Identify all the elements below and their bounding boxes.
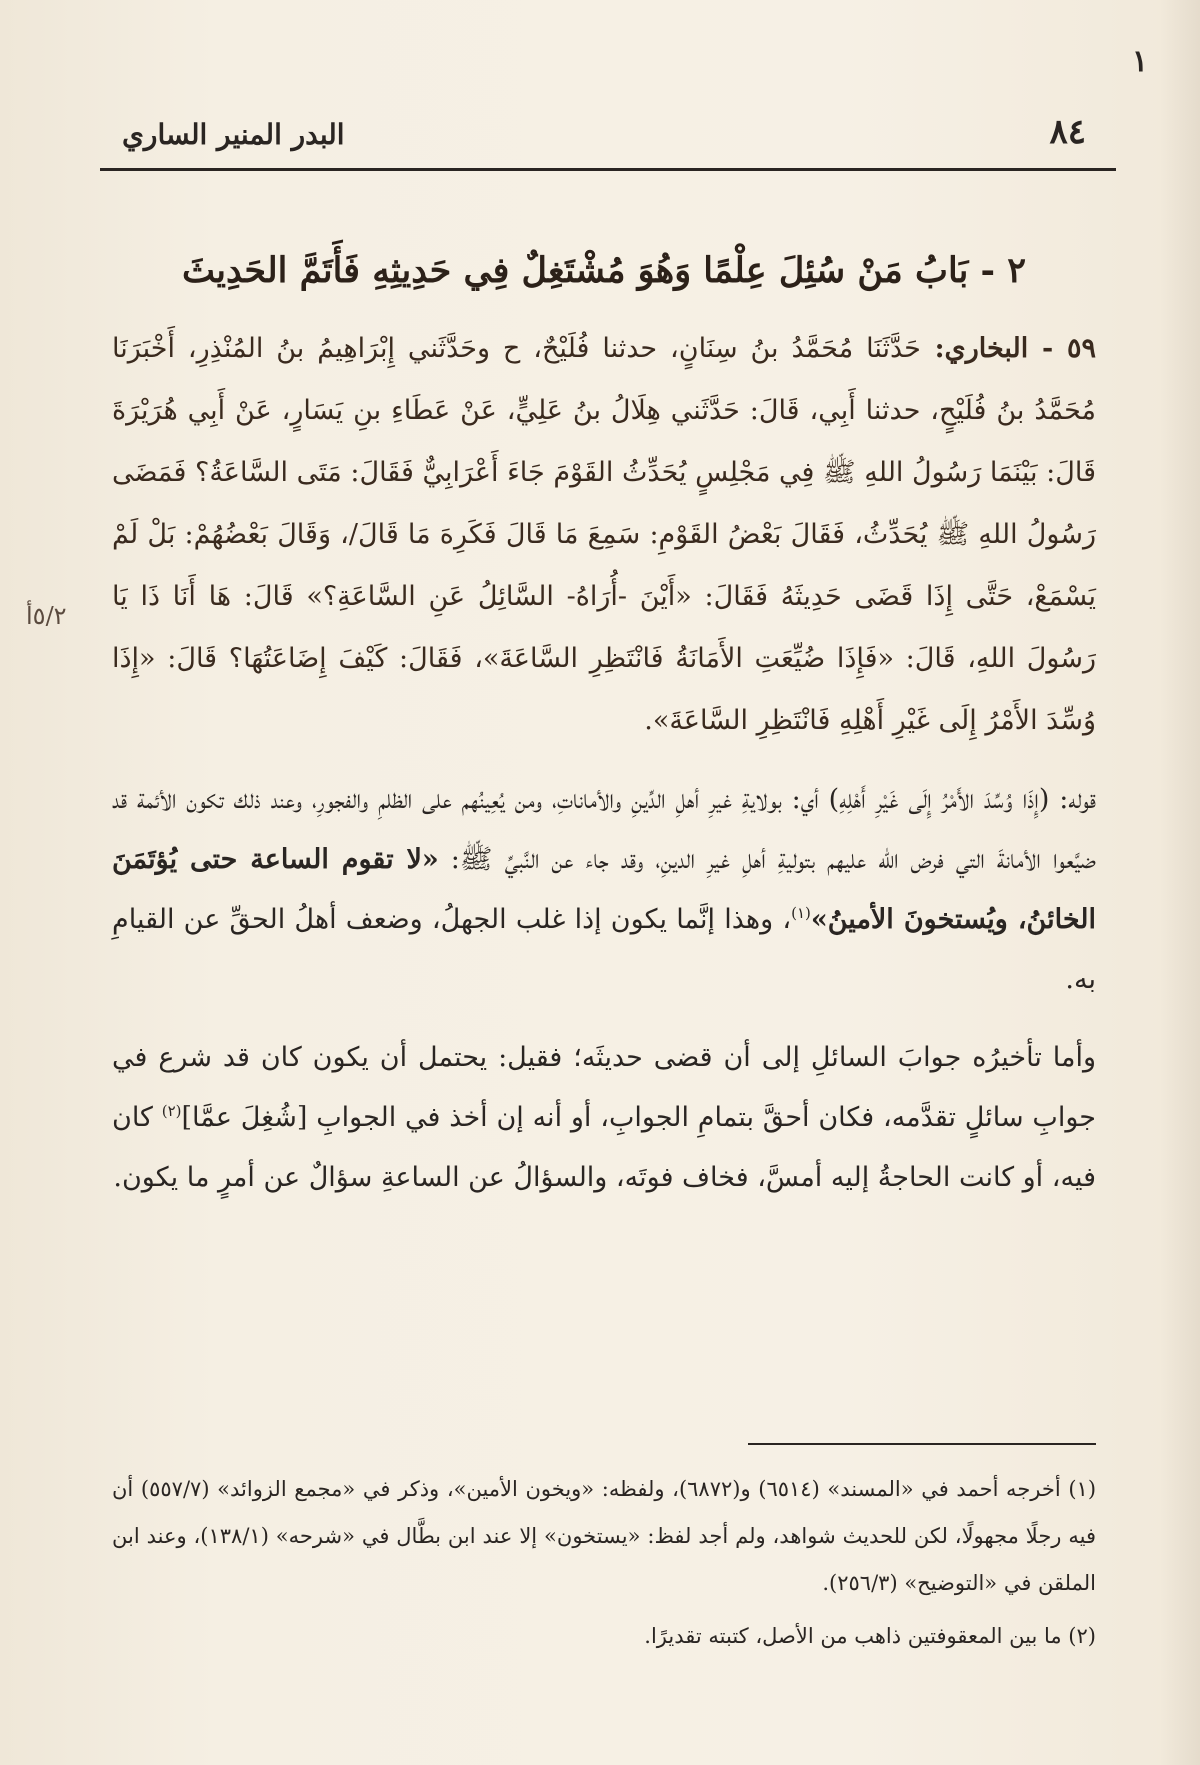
- page-number: ٨٤: [1049, 112, 1086, 152]
- page-header: [100, 106, 1114, 164]
- footnotes: [112, 1466, 1096, 1666]
- header-divider: [100, 168, 1116, 171]
- hadith-source-label: البخاري:: [920, 333, 1029, 364]
- commentary-1-after: ، وهذا إنَّما يكون إذا غلب الجهلُ، وضعف أهلُ الحقِّ عن القيامِ به.: [112, 904, 1096, 995]
- hadith-number: ٥٩ -: [1028, 333, 1096, 364]
- chapter-title: ٢ - بَابُ مَنْ سُئِلَ عِلْمًا وَهُوَ مُشْتَغِلٌ فِي حَدِيثِهِ فَأَتَمَّ الحَدِيثَ: [181, 250, 1027, 291]
- commentary-2-before: وأما تأخيرُه جوابَ السائلِ إلى أن قضى حديثَه؛ فقيل: يحتمل أن يكون كان قد شرع في جوابِ سائلٍ تقدَّمه، فكان أحقَّ بتمامِ الجوابِ، أو أنه إن أخذ في الجوابِ [شُغِلَ عمَّا]: [112, 1042, 1096, 1133]
- footnote-1: (١) أخرجه أحمد في «المسند» (٦٥١٤) و(٦٨٧٢)، ولفظه: «ويخون الأمين»، وذكر في «مجمع الزوائد» (٥٥٧/٧) أن فيه رجلًا مجهولًا، لكن للحديث شواهد، ولم أجد لفظ: «يستخون» إلا عند ابن بطَّال في «شرحه» (١٣٨/١)، وعند ابن الملقن في «التوضيح» (٢٥٦/٣).: [112, 1477, 1097, 1595]
- commentary-1-before: قوله: (إِذَا وُسِّدَ الأَمْرُ إِلَى غَيْرِ أَهْلِهِ) أي: بولايةِ غيرِ أهلِ الدِّينِ والأماناتِ، ومن يُعِينُهم على الظلمِ والفجورِ، وعند ذلك تكون الأئمة قد ضيَّعوا الأمانةَ التي فرض الله عليهم بتوليةِ أهلِ غيرِ الدينِ، وقد جاء عن النَّبيِّ ﷺ:: [112, 784, 1096, 875]
- footnote-divider: [748, 1443, 1096, 1445]
- commentary-paragraph-2: [112, 1028, 1096, 1208]
- hadith-segment-2: وَقَالَ بَعْضُهُمْ: بَلْ لَمْ يَسْمَعْ، حَتَّى إِذَا قَضَى حَدِيثَهُ فَقَالَ: «أَيْنَ -أُرَاهُ- السَّائِلُ عَنِ السَّاعَةِ؟» قَالَ: هَا أَنَا ذَا يَا رَسُولَ اللهِ، قَالَ: «فَإِذَا ضُيِّعَتِ الأَمَانَةُ فَانْتَظِرِ السَّاعَةَ»، فَقَالَ: كَيْفَ إِضَاعَتُهَا؟ قَالَ: «إِذَا وُسِّدَ الأَمْرُ إِلَى غَيْرِ أَهْلِهِ فَانْتَظِرِ السَّاعَةَ».: [112, 519, 1097, 736]
- footnote-ref-2[interactable]: (٢): [161, 1102, 182, 1120]
- hadith-segment-1: حَدَّثَنَا مُحَمَّدُ بنُ سِنَانٍ، حدثنا فُلَيْحٌ، ح وحَدَّثَني إِبْرَاهِيمُ بنُ المُنْذِرِ، أَخْبَرَنَا مُحَمَّدُ بنُ فُلَيْحٍ، حدثنا أَبِي، قَالَ: حَدَّثَني هِلَالُ بنُ عَلِيٍّ، عَنْ عَطَاءِ بنِ يَسَارٍ، عَنْ أَبِي هُرَيْرَةَ قَالَ: بَيْنَمَا رَسُولُ اللهِ ﷺ فِي مَجْلِسٍ يُحَدِّثُ القَوْمَ جَاءَ أَعْرَابِيٌّ فَقَالَ: مَتَى السَّاعَةُ؟ فَمَضَى رَسُولُ اللهِ ﷺ يُحَدِّثُ، فَقَالَ بَعْضُ القَوْمِ: سَمِعَ مَا قَالَ فَكَرِهَ مَا قَالَ/،: [112, 333, 1096, 550]
- corner-mark: ١: [1131, 44, 1148, 79]
- main-content: [112, 236, 1096, 1226]
- prophetic-quote: «لا تقوم الساعة حتى يُؤتَمَنَ الخائنُ، ويُستخونَ الأمينُ»: [112, 844, 1096, 935]
- book-title: البدر المنير الساري: [122, 118, 345, 151]
- margin-reference: ٥/٢أ: [26, 602, 67, 630]
- footnote-2: (٢) ما بين المعقوفتين ذاهب من الأصل، كتبته تقديرًا.: [644, 1624, 1096, 1648]
- commentary-2-after: كان فيه، أو كانت الحاجةُ إليه أمسَّ، فخاف فوتَه، والسؤالُ عن الساعةِ سؤالٌ عن أمرٍ ما يكون.: [112, 1102, 1096, 1193]
- footnote-ref-1[interactable]: (١): [791, 904, 811, 922]
- page-spine-shadow: [1160, 0, 1200, 1765]
- commentary-paragraph-1: [112, 770, 1096, 1010]
- hadith-text: [112, 318, 1096, 752]
- hadith-block: [112, 318, 1096, 752]
- commentary: [112, 770, 1096, 1208]
